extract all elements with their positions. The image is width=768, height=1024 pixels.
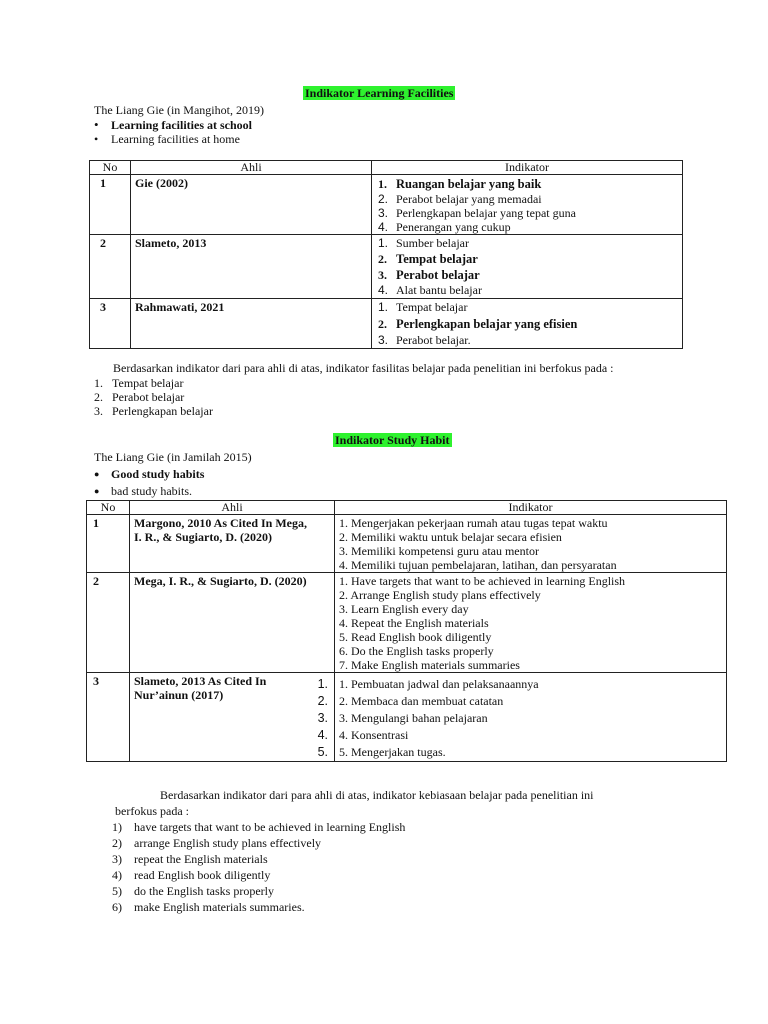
table-row [90,175,683,235]
section2-conclusion-line1: Berdasarkan indikator dari para ahli di atas, indikator kebiasaan belajar pada penelitian ini [160,788,594,802]
list-item: 4. Alat bantu belajar [378,283,482,297]
section2-source: The Liang Gie (in Jamilah 2015) [94,450,252,464]
bullet-icon: • [94,117,99,132]
table-header-row [90,161,683,175]
section2-bullet: ● Good study habits [94,467,205,481]
row-ahli: Mega, I. R., & Sugiarto, D. (2020) [130,573,335,673]
list-item: 3) repeat the English materials [112,852,268,866]
list-item: 2) arrange English study plans effectively [112,836,322,850]
list-item: 1. Have targets that want to be achieved in learning English [339,574,626,588]
list-item: 3. Memiliki kompetensi guru atau mentor [339,544,539,558]
row-no: 1 [87,515,130,573]
list-item: 1. Tempat belajar [94,376,184,390]
row-no: 3 [87,673,130,762]
table-row [90,299,683,349]
row-ahli: Slameto, 2013 As Cited In Nur’ainun (2017) 1. 2. 3. 4. 5. [130,673,335,762]
list-item: 2. Perlengkapan belajar yang efisien [378,317,578,331]
header-ahli: Ahli [130,501,335,515]
list-item: 1. Pembuatan jadwal dan pelaksanaannya [339,677,539,691]
list-item: 1) have targets that want to be achieved in learning English [112,820,406,834]
list-item: 2. Perabot belajar yang memadai [378,192,542,206]
list-item: 2. Membaca dan membuat catatan [339,694,504,708]
row-no: 3 [90,299,131,349]
bullet-icon: • [94,132,99,146]
row-ahli: Rahmawati, 2021 [131,299,372,349]
section1-source: The Liang Gie (in Mangihot, 2019) [94,103,264,117]
list-item: 1. Mengerjakan pekerjaan rumah atau tugas tepat waktu [339,516,608,530]
table-header-row [87,501,727,515]
list-item: 2. Tempat belajar [378,252,478,266]
section1-conclusion: Berdasarkan indikator dari para ahli di atas, indikator fasilitas belajar pada penelitian ini berfokus pada : [113,361,614,375]
header-ahli: Ahli [131,161,372,175]
list-item: 3. Mengulangi bahan pelajaran [339,711,488,725]
row-indikator [372,299,683,349]
list-item: 1. Ruangan belajar yang baik [378,177,542,191]
bullet-icon: ● [94,486,100,496]
learning-facilities-table [89,160,683,349]
outer-numbering: 1. 2. 3. 4. 5. [317,677,328,759]
list-item: 6) make English materials summaries. [112,900,305,914]
list-item: 5. Mengerjakan tugas. [339,745,446,759]
header-indikator: Indikator [335,501,727,515]
study-habit-table [86,500,727,762]
list-item: 3. Learn English every day [339,602,469,616]
table-row [87,673,727,762]
row-indikator [372,175,683,235]
row-ahli: Margono, 2010 As Cited In Mega, I. R., & Sugiarto, D. (2020) [130,515,335,573]
section1-bullet: • Learning facilities at home [94,132,240,146]
row-no: 2 [87,573,130,673]
list-item: 5) do the English tasks properly [112,884,274,898]
table-row [90,235,683,299]
row-ahli: Slameto, 2013 [131,235,372,299]
list-item: 3. Perlengkapan belajar [94,404,213,418]
section2-conclusion-line2: berfokus pada : [115,804,189,818]
list-item: 7. Make English materials summaries [339,658,520,672]
list-item: 6. Do the English tasks properly [339,644,494,658]
list-item: 3. Perabot belajar [378,268,480,282]
list-item: 4. Memiliki tujuan pembelajaran, latihan, dan persyaratan [339,558,617,572]
list-item: 5. Read English book diligently [339,630,492,644]
section2-bullet: ● bad study habits. [94,484,192,498]
bullet-icon: ● [94,469,100,479]
list-item: 4) read English book diligently [112,868,271,882]
list-item: 3. Perabot belajar. [378,333,471,347]
row-no: 2 [90,235,131,299]
list-item: 4. Konsentrasi [339,728,409,742]
header-no: No [87,501,130,515]
section1-heading: Indikator Learning Facilities [305,86,454,100]
row-ahli: Gie (2002) [131,175,372,235]
row-indikator [335,673,727,762]
row-indikator [335,573,727,673]
section1-bullet: • Learning facilities at school [94,117,252,132]
list-item: 2. Perabot belajar [94,390,185,404]
list-item: 2. Arrange English study plans effectively [339,588,541,602]
row-indikator [335,515,727,573]
table-row [87,515,727,573]
row-indikator [372,235,683,299]
section2-heading: Indikator Study Habit [335,433,450,447]
list-item: 1. Tempat belajar [378,300,468,314]
header-no: No [90,161,131,175]
row-no: 1 [90,175,131,235]
header-indikator: Indikator [372,161,683,175]
table-row [87,573,727,673]
list-item: 4. Repeat the English materials [339,616,489,630]
list-item: 1. Sumber belajar [378,236,469,250]
list-item: 4. Penerangan yang cukup [378,220,511,234]
list-item: 2. Memiliki waktu untuk belajar secara efisien [339,530,562,544]
list-item: 3. Perlengkapan belajar yang tepat guna [378,206,576,220]
